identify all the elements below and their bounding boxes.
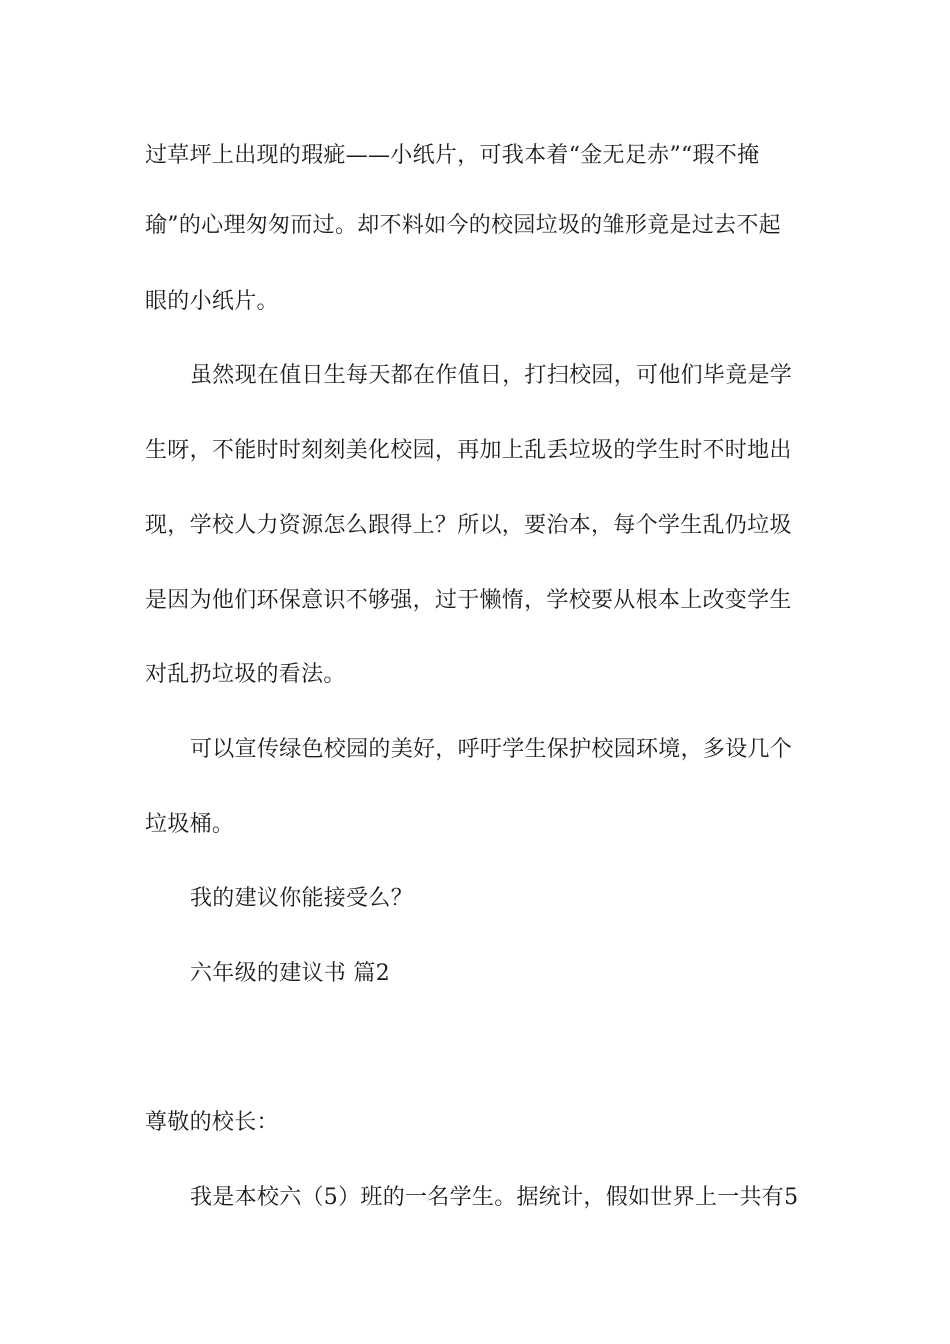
- paragraph-line: 过草坪上出现的瑕疵——小纸片，可我本着“金无足赤”“瑕不掩: [145, 143, 760, 168]
- paragraph-line: 是因为他们环保意识不够强，过于懒惰，学校要从根本上改变学生: [145, 588, 792, 613]
- paragraph-line: 现，学校人力资源怎么跟得上？所以，要治本，每个学生乱仍垃圾: [145, 513, 792, 538]
- paragraph-line: 眼的小纸片。: [145, 289, 279, 314]
- paragraph-line: 虽然现在值日生每天都在作值日，打扫校园，可他们毕竟是学: [190, 363, 793, 388]
- paragraph-line: 对乱扔垃圾的看法。: [145, 662, 346, 687]
- paragraph-line: 瑜”的心理匆匆而过。却不料如今的校园垃圾的雏形竟是过去不起: [145, 213, 781, 238]
- paragraph-line: 生呀，不能时时刻刻美化校园，再加上乱丢垃圾的学生时不时地出: [145, 438, 792, 463]
- paragraph-line: 我的建议你能接受么？: [190, 886, 414, 911]
- paragraph-line: 垃圾桶。: [145, 812, 235, 837]
- salutation: 尊敬的校长：: [145, 1110, 279, 1135]
- section-heading: 六年级的建议书 篇2: [190, 961, 390, 986]
- paragraph-line: 可以宣传绿色校园的美好，呼吁学生保护校园环境，多设几个: [190, 737, 793, 762]
- paragraph-line: 我是本校六（5）班的一名学生。据统计，假如世界上一共有5: [190, 1185, 799, 1210]
